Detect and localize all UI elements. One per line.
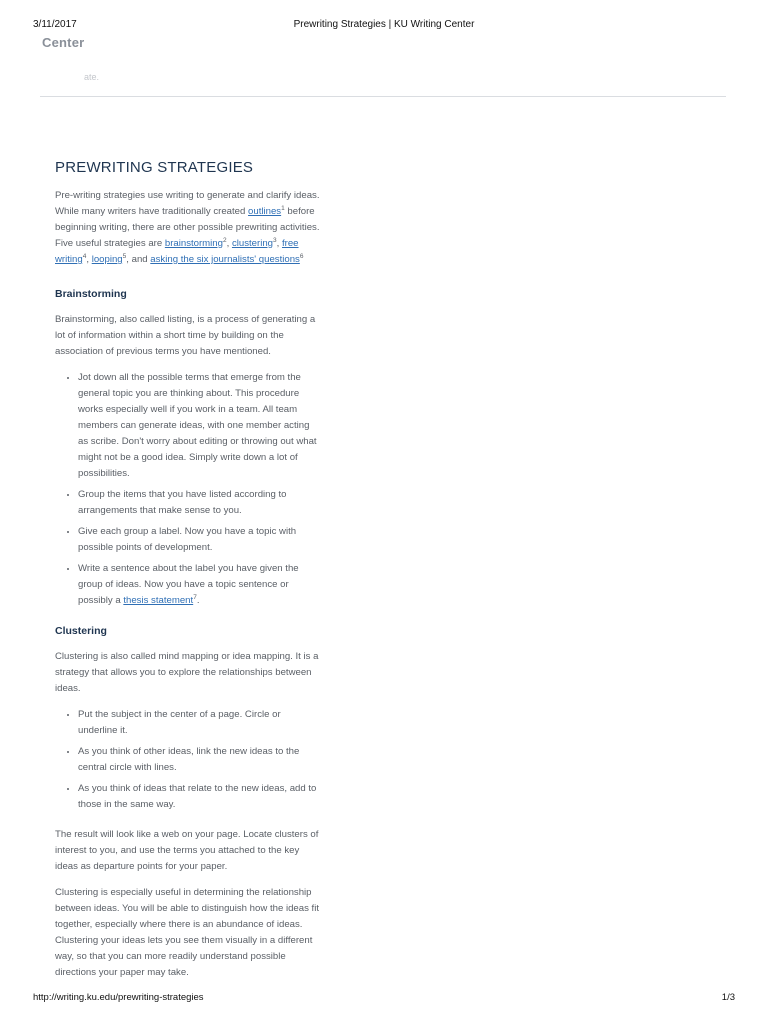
brainstorming-paragraph: Brainstorming, also called listing, is a process of generating a lot of information within a short time by building on the association of previous terms you have mentioned. [55,314,316,357]
section-heading-brainstorming: Brainstorming [55,288,127,300]
list-item: • Give each group a label. Now you have a topic with possible points of development. [78,524,320,556]
six-questions-link[interactable]: asking the six journalists' questions [150,254,300,265]
list-item-text: Write a sentence about the label you have given the group of ideas. Now you have a topic sentence or possibly a [78,563,299,606]
page-title: PREWRITING STRATEGIES [55,159,254,176]
clustering-usefulness-paragraph: Clustering is especially useful in determining the relationship between ideas. You will be able to distinguish how the ideas fit together, especially where there is an abundance of ideas. Clustering your ideas lets you see them visually in a different way, so that you can more readily understand possible directions your paper may take. [55,887,320,978]
brainstorming-link[interactable]: brainstorming [164,238,223,249]
site-name[interactable]: Center [42,35,85,50]
footnote-ref: 2 [222,237,227,244]
intro-paragraph [55,188,320,268]
footnote-ref: 3 [273,237,277,244]
list-item [78,561,320,609]
print-footer [0,992,768,1012]
brainstorming-list [55,370,320,609]
list-item: • Put the subject in the center of a page. Circle or underline it. [78,707,320,739]
separator: , and [126,254,151,265]
clustering-link[interactable]: clustering [231,238,274,249]
looping-link[interactable]: looping [91,254,123,265]
print-url: http://writing.ku.edu/prewriting-strategies [33,992,204,1003]
section-heading-clustering: Clustering [55,625,107,637]
footnote-ref: 5 [122,253,127,260]
list-item: • As you think of other ideas, link the new ideas to the central circle with lines. [78,744,320,776]
clustering-paragraph: Clustering is also called mind mapping or idea mapping. It is a strategy that allows you to explore the relationships between ideas. [55,651,319,694]
header-divider [40,96,726,97]
list-item-end: . [196,595,200,606]
clustering-list [55,707,320,813]
print-date: 3/11/2017 [33,19,77,30]
intro-text: Pre-writing strategies use writing to generate and clarify ideas. While many writers have traditionally created [55,190,320,217]
separator: , [226,238,232,249]
list-item: • As you think of ideas that relate to the new ideas, add to those in the same way. [78,781,320,813]
footnote-ref: 4 [82,253,87,260]
spacer [55,278,320,286]
footnote-ref: 1 [281,205,285,212]
intro-text: before beginning writing, there are other possible prewriting activities. Five useful strategies are [55,206,320,249]
clustering-result-paragraph: The result will look like a web on your page. Locate clusters of interest to you, and use the terms you attached to the key ideas as departure points for your paper. [55,829,319,872]
print-header [0,0,768,34]
print-page-title: Prewriting Strategies | KU Writing Center [293,19,475,30]
separator: , [86,254,92,265]
print-page-number: 1/3 [721,992,735,1003]
free-writing-link[interactable]: free writing [55,238,299,265]
site-subtext: ate. [84,72,100,82]
thesis-statement-link[interactable]: thesis statement [123,595,194,606]
outlines-link[interactable]: outlines [248,206,282,217]
footnote-ref: 6 [299,253,304,260]
article-content [55,160,320,991]
footnote-ref: 7 [193,594,197,601]
list-item: • Jot down all the possible terms that emerge from the general topic you are thinking about. This procedure works especially well if you work in a team. All team members can generate ideas, with one member acting as scribe. Don't worry about editing or throwing out what might not be a good idea. Simply write down a lot of possibilities. [78,370,320,482]
separator: , [276,238,282,249]
list-item: • Group the items that you have listed according to arrangements that make sense to you. [78,487,320,519]
